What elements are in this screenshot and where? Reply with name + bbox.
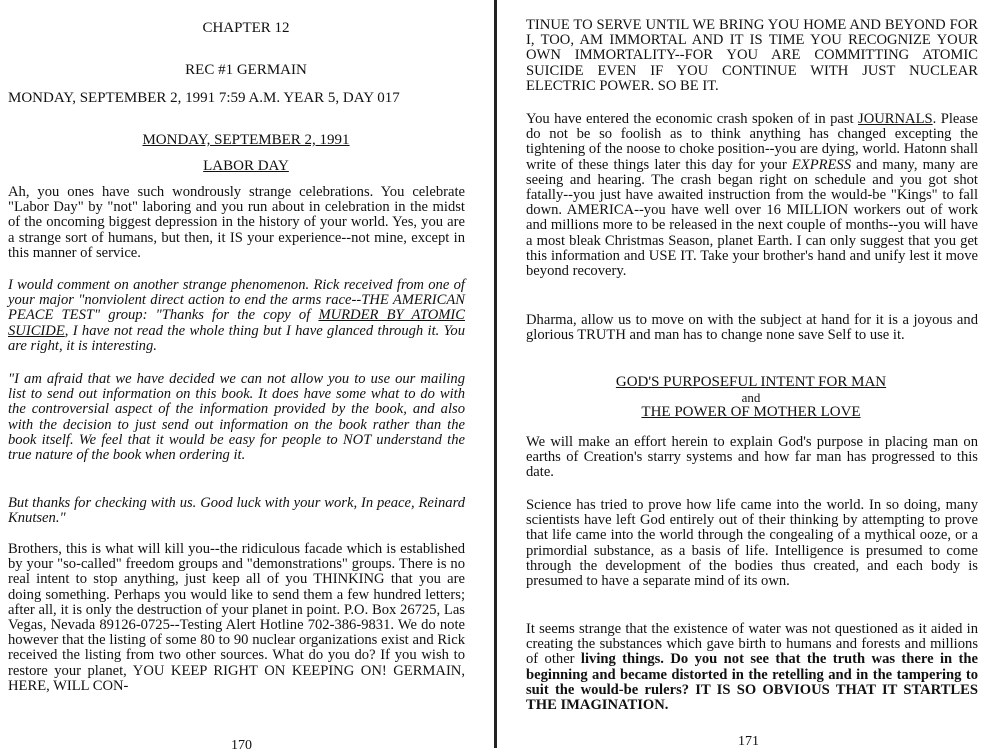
page-number-left: 170 [231,738,252,753]
paragraph-3: "I am afraid that we have decided we can not allow you to use our mailing list to send out information on this book. It does have some what to do with the controversial aspect of the information provided by the book, and also with the decision to just send out information on the book rather than the book itself. We feel that it would be easy for people to NOT understand the true nature of the book when ordering it. [8,371,465,464]
paragraph-6-right-bold: living things. Do you not see that the truth was there in the beginning and became distorted in the retelling and in the tampering to suit the would-be rulers? IT IS SO OBVIOUS THAT IT STARTLES THE IMAGINATION. [526,651,978,714]
page-number-right: 171 [738,734,759,749]
rec-heading: REC #1 GERMAIN [185,62,307,78]
paragraph-2-right-text-c: and many, many are seeing and hearing. The crash began right on schedule and you got shot fatally--you just have awaited instruction from the would-be "Kings" to fall down. AMERICA--you have well over 16 MILLION workers out of work and millions more to be released in the next couple of months--you will have a most bleak Christmas Season, planet Earth. I can only suggest that you get this information and USE IT. Take your brother's hand and unify lest it move beyond recovery. [526,156,978,280]
date-heading: MONDAY, SEPTEMBER 2, 1991 [142,132,350,148]
paragraph-2-right [526,112,978,279]
paragraph-1-right: TINUE TO SERVE UNTIL WE BRING YOU HOME AND BEYOND FOR I, TOO, AM IMMORTAL AND IT IS TIME YOU RECOGNIZE YOUR OWN IMMORTALITY--FOR YOU ARE COMMITTING ATOMIC SUICIDE EVEN IF YOU CONTINUE WITH JUST NUCLEAR ELECTRIC POWER. SO BE IT. [526,17,978,94]
journals-reference: JOURNALS [858,111,933,127]
paragraph-4-right: We will make an effort herein to explain God's purpose in placing man on earths of Creation's starry systems and how far man has progressed to this date. [526,434,978,481]
section-heading-2: THE POWER OF MOTHER LOVE [641,404,861,420]
paragraph-2-text-b: , I have not read the whole thing but I have glanced through it. You are right, it is interesting. [8,322,465,354]
paragraph-2 [8,278,465,354]
paragraph-1: Ah, you ones have such wondrously strange celebrations. You celebrate "Labor Day" by "not" laboring and you run about in celebration in the midst of the oncoming biggest depression in the history of your world. Yes, you are a strange sort of humans, but then, it IS your experience--not mine, except in this manner of service. [8,184,465,261]
right-page [500,0,996,752]
paragraph-4: But thanks for checking with us. Good luck with your work, In peace, Reinard Knutsen." [8,495,465,527]
paragraph-2-text-a: I would comment on another strange phenomenon. Rick received from one of your major "nonviolent direct action to end the arms race--THE AMERICAN PEACE TEST" group: "Thanks for the copy of [8,277,465,324]
paragraph-6-right-text-a: It seems strange that the existence of water was not questioned as it aided in creating the substances which gave birth to humans and forests and millions of other [526,621,978,668]
paragraph-5: Brothers, this is what will kill you--the ridiculous facade which is established by your "so-called" freedom groups and "demonstrations" groups. There is no real intent to stop anything, just keep all of you THINKING that you are doing something. Perhaps you would like to send them a few hundred letters; after all, it is only the destruction of your planet in point. P.O. Box 26725, Las Vegas, Nevada 89126-0725--Testing Alert Hotline 702-386-9831. We do note however that the listing of some 80 to 90 nuclear organizations exist and Rick received the listing from two other sources. What do you do? If you wish to restore your planet, YOU KEEP RIGHT ON KEEPING ON! GERMAIN, HERE, WILL CON- [8,541,465,694]
section-heading-and: and [741,390,761,405]
chapter-heading: CHAPTER 12 [202,20,290,36]
book-title: MURDER BY ATOMIC SUICIDE [8,307,466,339]
section-heading-1: GOD'S PURPOSEFUL INTENT FOR MAN [615,374,887,390]
paragraph-2-right-text-a: You have entered the economic crash spoken of in past [526,111,859,127]
page-gutter [494,0,497,748]
paragraph-5-right: Science has tried to prove how life came into the world. In so doing, many scientists have left God entirely out of their thinking by attempting to prove that life came into the world through the congealing of a mythical ooze, or a primordial substance, as a basis of life. Intelligence is presumed to come through the development of the bodies thus created, and each body is presumed to have a separate mind of its own. [526,497,978,590]
holiday-heading: LABOR DAY [203,158,289,174]
paragraph-2-right-text-b: . Please do not be so foolish as to think anything has changed excepting the tightening of the noose to choke position--you are dying, world. Hatonn shall write of these things later this day for your [526,111,978,173]
paragraph-6-right [526,622,978,713]
paragraph-3-right: Dharma, allow us to move on with the subject at hand for it is a joyous and glorious TRUTH and man has to change none save Self to use it. [526,312,978,344]
dateline: MONDAY, SEPTEMBER 2, 1991 7:59 A.M. YEAR 5, DAY 017 [8,90,400,106]
express-reference: EXPRESS [791,156,852,173]
left-page [0,0,492,752]
